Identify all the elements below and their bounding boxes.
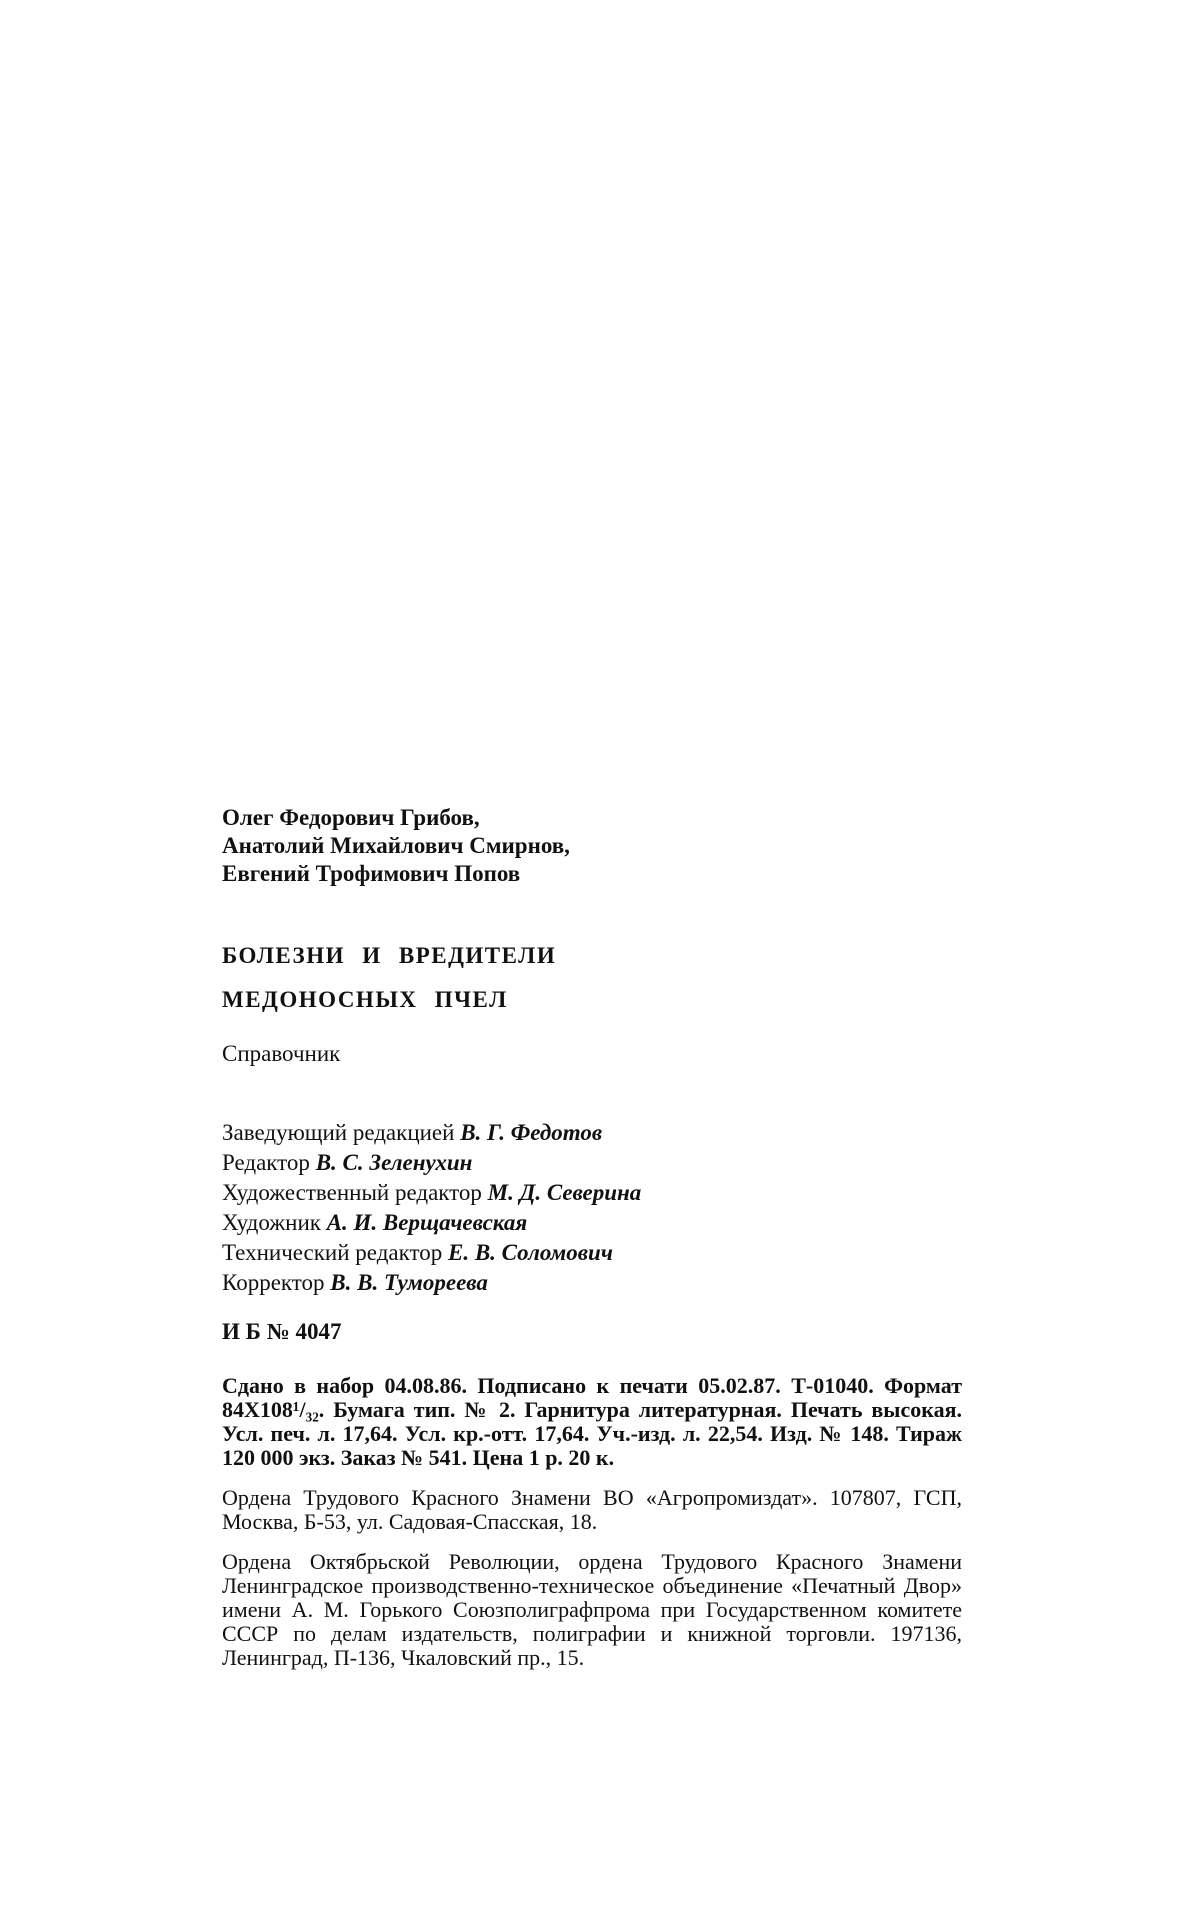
printer-info: Ордена Октябрьской Революции, ордена Трудового Красного Знамени Ленинградское производственно-техническое объединение «Печатный Двор» имени А. М. Горького Союзполиграфпрома при Государственном комитете СССР по делам издательств, полиграфии и книжной торговли. 197136, Ленинград, П-136, Чкаловский пр., 15. <box>222 1549 962 1670</box>
colophon <box>222 804 962 1670</box>
staff-name: А. И. Верщачевская <box>326 1210 528 1235</box>
staff-entry <box>222 1148 962 1178</box>
staff-role: Технический редактор <box>222 1240 443 1265</box>
author-name: Анатолий Михайлович Смирнов, <box>222 833 570 858</box>
author-name: Олег Федорович Грибов, <box>222 805 480 830</box>
staff-name: В. С. Зеленухин <box>315 1150 473 1175</box>
staff-name: В. Г. Федотов <box>460 1120 603 1145</box>
ib-number: И Б № 4047 <box>222 1319 342 1344</box>
staff-name: Е. В. Соломович <box>447 1240 613 1265</box>
book-genre: Справочник <box>222 1041 341 1066</box>
staff-role: Редактор <box>222 1150 310 1175</box>
staff-entry <box>222 1178 962 1208</box>
print-imprint: Сдано в набор 04.08.86. Подписано к печати 05.02.87. Т-01040. Формат 84X108¹/₃₂. Бумага тип. № 2. Гарнитура литературная. Печать высокая. Усл. печ. л. 17,64. Усл. кр.-отт. 17,64. Уч.-изд. л. 22,54. Изд. № 148. Тираж 120 000 экз. Заказ № 541. Цена 1 р. 20 к. <box>222 1373 962 1470</box>
editorial-staff <box>222 1118 962 1298</box>
staff-role: Корректор <box>222 1270 325 1295</box>
title-line: БОЛЕЗНИ И ВРЕДИТЕЛИ <box>222 943 557 968</box>
publisher-info: Ордена Трудового Красного Знамени ВО «Агропромиздат». 107807, ГСП, Москва, Б-53, ул. Садовая-Спасская, 18. <box>222 1485 962 1534</box>
staff-name: М. Д. Северина <box>487 1180 642 1205</box>
staff-entry <box>222 1118 962 1148</box>
book-title <box>222 934 962 1022</box>
title-line: МЕДОНОСНЫХ ПЧЕЛ <box>222 987 508 1012</box>
staff-name: В. В. Тумореева <box>330 1270 488 1295</box>
staff-entry <box>222 1208 962 1238</box>
staff-entry <box>222 1268 962 1298</box>
staff-entry <box>222 1238 962 1268</box>
author-name: Евгений Трофимович Попов <box>222 861 521 886</box>
staff-role: Художественный редактор <box>222 1180 482 1205</box>
staff-role: Заведующий редакцией <box>222 1120 455 1145</box>
authors-block <box>222 804 962 888</box>
staff-role: Художник <box>222 1210 321 1235</box>
